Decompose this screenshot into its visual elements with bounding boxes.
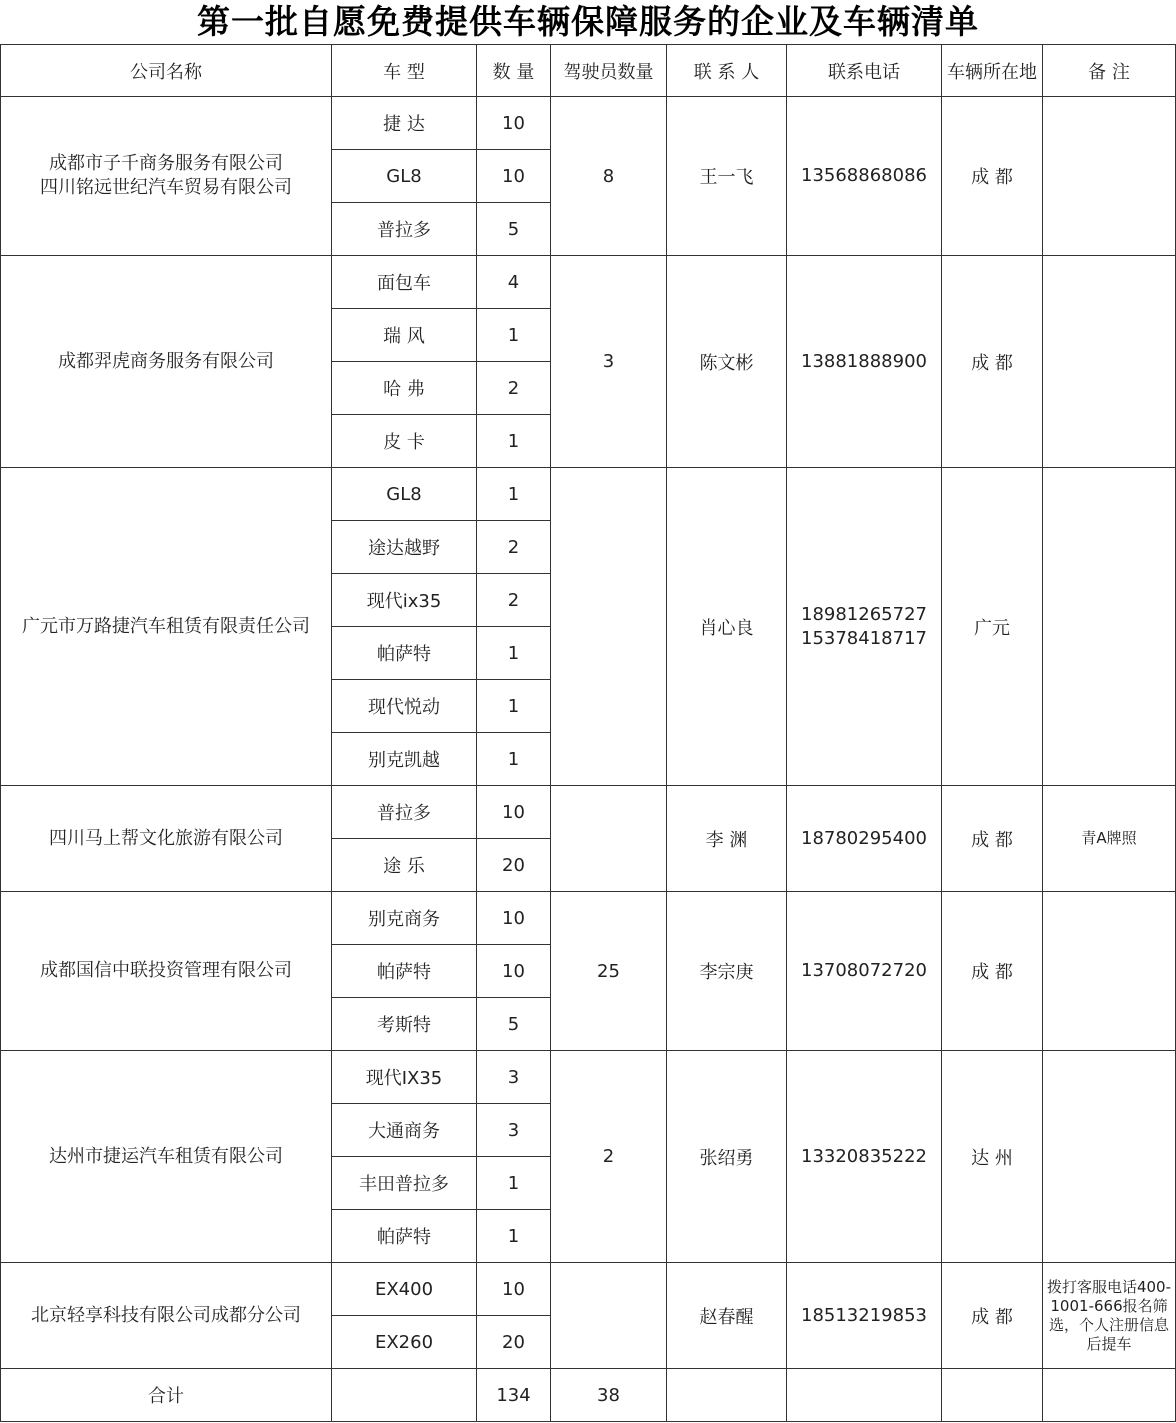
vehicle-qty: 10 xyxy=(477,150,551,203)
vehicle-qty: 1 xyxy=(477,1210,551,1263)
contact-phone: 13881888900 xyxy=(787,256,942,468)
vehicle-qty: 1 xyxy=(477,627,551,680)
vehicle-qty: 1 xyxy=(477,1157,551,1210)
vehicle-model: 普拉多 xyxy=(332,786,477,839)
vehicle-qty: 20 xyxy=(477,1316,551,1369)
header-location: 车辆所在地 xyxy=(942,45,1043,97)
vehicle-model: 面包车 xyxy=(332,256,477,309)
vehicle-qty: 2 xyxy=(477,574,551,627)
vehicle-location: 达 州 xyxy=(942,1051,1043,1263)
vehicle-model: 哈 弗 xyxy=(332,362,477,415)
contact-person: 张绍勇 xyxy=(667,1051,787,1263)
header-note: 备 注 xyxy=(1043,45,1176,97)
contact-person: 李宗庚 xyxy=(667,892,787,1051)
header-phone: 联系电话 xyxy=(787,45,942,97)
header-qty: 数 量 xyxy=(477,45,551,97)
company-name: 成都羿虎商务服务有限公司 xyxy=(1,256,332,468)
vehicle-model: 捷 达 xyxy=(332,97,477,150)
total-model-cell xyxy=(332,1369,477,1422)
vehicle-model: 途达越野 xyxy=(332,521,477,574)
company-name: 四川马上帮文化旅游有限公司 xyxy=(1,786,332,892)
driver-count xyxy=(551,1263,667,1369)
vehicle-model: 帕萨特 xyxy=(332,627,477,680)
contact-phone: 13568868086 xyxy=(787,97,942,256)
contact-phone: 18981265727 15378418717 xyxy=(787,468,942,786)
table-row xyxy=(1,1051,1176,1104)
company-name: 成都市子千商务服务有限公司 四川铭远世纪汽车贸易有限公司 xyxy=(1,97,332,256)
vehicle-model: 别克凯越 xyxy=(332,733,477,786)
total-label: 合计 xyxy=(1,1369,332,1422)
vehicle-model: 途 乐 xyxy=(332,839,477,892)
vehicle-model: 考斯特 xyxy=(332,998,477,1051)
vehicle-model: EX400 xyxy=(332,1263,477,1316)
vehicle-qty: 5 xyxy=(477,998,551,1051)
driver-count: 3 xyxy=(551,256,667,468)
contact-phone: 18513219853 xyxy=(787,1263,942,1369)
vehicle-qty: 4 xyxy=(477,256,551,309)
contact-person: 王一飞 xyxy=(667,97,787,256)
table-row xyxy=(1,97,1176,150)
company-name: 成都国信中联投资管理有限公司 xyxy=(1,892,332,1051)
vehicle-qty: 1 xyxy=(477,468,551,521)
contact-person: 赵春醒 xyxy=(667,1263,787,1369)
remark xyxy=(1043,892,1176,1051)
vehicle-model: 皮 卡 xyxy=(332,415,477,468)
vehicle-qty: 1 xyxy=(477,309,551,362)
remark xyxy=(1043,97,1176,256)
contact-person: 肖心良 xyxy=(667,468,787,786)
vehicle-location: 成 都 xyxy=(942,256,1043,468)
vehicle-qty: 10 xyxy=(477,892,551,945)
driver-count xyxy=(551,468,667,786)
company-name: 北京轻享科技有限公司成都分公司 xyxy=(1,1263,332,1369)
remark xyxy=(1043,256,1176,468)
vehicle-model: GL8 xyxy=(332,468,477,521)
vehicle-qty: 3 xyxy=(477,1104,551,1157)
driver-count: 8 xyxy=(551,97,667,256)
driver-count xyxy=(551,786,667,892)
remark xyxy=(1043,1051,1176,1263)
total-drivers: 38 xyxy=(551,1369,667,1422)
vehicle-model: EX260 xyxy=(332,1316,477,1369)
contact-phone: 13320835222 xyxy=(787,1051,942,1263)
table-row xyxy=(1,892,1176,945)
total-location-cell xyxy=(942,1369,1043,1422)
page-title: 第一批自愿免费提供车辆保障服务的企业及车辆清单 xyxy=(197,2,979,41)
table-body xyxy=(1,97,1176,1369)
contact-phone: 13708072720 xyxy=(787,892,942,1051)
vehicle-model: 现代悦动 xyxy=(332,680,477,733)
vehicle-qty: 10 xyxy=(477,1263,551,1316)
vehicle-location: 成 都 xyxy=(942,892,1043,1051)
header-model: 车 型 xyxy=(332,45,477,97)
vehicle-qty: 1 xyxy=(477,733,551,786)
total-note-cell xyxy=(1043,1369,1176,1422)
table-row xyxy=(1,1263,1176,1316)
vehicle-qty: 1 xyxy=(477,680,551,733)
total-qty: 134 xyxy=(477,1369,551,1422)
total-row xyxy=(1,1369,1176,1422)
vehicle-location: 成 都 xyxy=(942,97,1043,256)
vehicle-model: 别克商务 xyxy=(332,892,477,945)
vehicle-qty: 2 xyxy=(477,362,551,415)
vehicle-model: GL8 xyxy=(332,150,477,203)
vehicle-table xyxy=(0,44,1176,1422)
company-name: 达州市捷运汽车租赁有限公司 xyxy=(1,1051,332,1263)
vehicle-model: 帕萨特 xyxy=(332,945,477,998)
table-row xyxy=(1,256,1176,309)
vehicle-qty: 2 xyxy=(477,521,551,574)
vehicle-qty: 3 xyxy=(477,1051,551,1104)
vehicle-location: 成 都 xyxy=(942,1263,1043,1369)
vehicle-qty: 10 xyxy=(477,97,551,150)
header-contact: 联 系 人 xyxy=(667,45,787,97)
vehicle-location: 广元 xyxy=(942,468,1043,786)
table-row xyxy=(1,468,1176,521)
vehicle-qty: 5 xyxy=(477,203,551,256)
contact-person: 陈文彬 xyxy=(667,256,787,468)
vehicle-qty: 20 xyxy=(477,839,551,892)
vehicle-qty: 1 xyxy=(477,415,551,468)
vehicle-model: 现代ix35 xyxy=(332,574,477,627)
contact-phone: 18780295400 xyxy=(787,786,942,892)
total-contact-cell xyxy=(667,1369,787,1422)
contact-person: 李 渊 xyxy=(667,786,787,892)
vehicle-model: 现代IX35 xyxy=(332,1051,477,1104)
header-row xyxy=(1,45,1176,97)
remark: 拨打客服电话400- 1001-666报名筛 选，个人注册信息 后提车 xyxy=(1043,1263,1176,1369)
table-row xyxy=(1,786,1176,839)
vehicle-model: 普拉多 xyxy=(332,203,477,256)
vehicle-qty: 10 xyxy=(477,945,551,998)
remark xyxy=(1043,468,1176,786)
total-phone-cell xyxy=(787,1369,942,1422)
header-company: 公司名称 xyxy=(1,45,332,97)
remark: 青A牌照 xyxy=(1043,786,1176,892)
vehicle-model: 丰田普拉多 xyxy=(332,1157,477,1210)
vehicle-qty: 10 xyxy=(477,786,551,839)
vehicle-model: 帕萨特 xyxy=(332,1210,477,1263)
company-name: 广元市万路捷汽车租赁有限责任公司 xyxy=(1,468,332,786)
driver-count: 2 xyxy=(551,1051,667,1263)
vehicle-model: 瑞 风 xyxy=(332,309,477,362)
vehicle-location: 成 都 xyxy=(942,786,1043,892)
header-drivers: 驾驶员数量 xyxy=(551,45,667,97)
driver-count: 25 xyxy=(551,892,667,1051)
vehicle-model: 大通商务 xyxy=(332,1104,477,1157)
